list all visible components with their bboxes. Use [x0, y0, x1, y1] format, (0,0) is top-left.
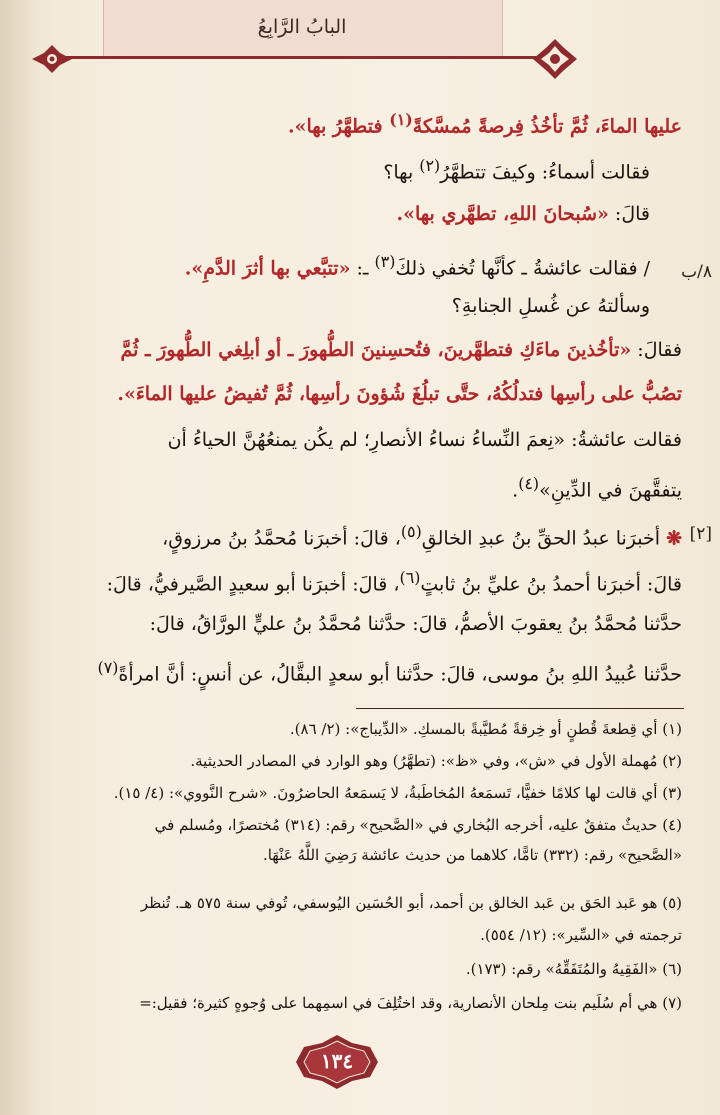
- narration-text: ، قالَ: أخبرَنا مُحمَّدُ بنُ مرزوقٍ،: [162, 527, 401, 550]
- narration-text: أخبرَنا عبدُ الحقِّ بنُ عبدِ الخالقِ: [421, 527, 667, 550]
- ornament-right-icon: [532, 38, 578, 80]
- chapter-title: البابُ الرَّابِعُ: [257, 16, 347, 38]
- footnote-5-cont: ترجمته في «السِّير»: (١٢/ ٥٥٤).: [480, 926, 682, 944]
- footnote-ref: (٦): [399, 568, 421, 587]
- quote-text: «تأخُذينَ ماءَكِ فتطهَّرينَ، فتُحسِنينَ الطُّهورَ ـ أو أبلِغي الطُّهورَ ـ ثُمَّ: [120, 339, 632, 361]
- footnote-6: (٦) «الفَقِيهُ والمُتَفَقِّهُ» رقم: (١٧٣).: [465, 960, 682, 978]
- text-line-11: [36, 558, 682, 598]
- quote-text: عليها الماءَ، ثُمَّ تأخُذُ فِرصةً مُمسَّكةً: [412, 115, 682, 138]
- narration-text: فقالت عائشةُ: «نِعمَ النِّساءُ نساءُ الأنصارِ؛ لم يكُن يمنعُهُنَّ الحياءُ أن: [167, 429, 682, 451]
- footnote-3: (٣) أي قالت لها كلامًا خفيًّا، تَسمَعهُ المُخاطَبةُ، لا يَسمَعهُ الحاضرُونَ. «شرح النَّووي»: (٤/ ١٥).: [113, 784, 682, 802]
- item-number: [٢]: [689, 524, 712, 544]
- narration-text: حدَّثنا عُبيدُ اللهِ بنُ موسى، قالَ: حدَّثنا أبو سعدٍ البقَّالُ، عن أنسٍ: أنَّ امرأةً: [118, 663, 682, 686]
- text-line-2: [4, 146, 650, 186]
- footnote-ref: (٥): [400, 522, 422, 541]
- quote-text: فتطهَّرُ بها».: [287, 115, 390, 138]
- footnote-1: (١) أي قِطعةَ قُطنٍ أو خِرقةً مُطيَّبةً بالمسكِ. «الدِّيباج»: (٢/ ٨٦).: [289, 720, 682, 738]
- text-line-7: [36, 374, 682, 414]
- narration-text: حدَّثنا مُحمَّدُ بنُ يعقوبَ الأصمُّ، قالَ: حدَّثنا مُحمَّدُ بنُ عليٍّ الورَّاقُ، قالَ:: [149, 613, 682, 635]
- footnote-divider: [356, 708, 684, 709]
- narration-text: يتفقَّهنَ في الدِّينِ»: [539, 479, 682, 502]
- header-divider: [60, 56, 550, 59]
- narration-text: قالَ: أخبرَنا أحمدُ بنُ عليِّ بنُ ثابتٍ: [420, 573, 682, 596]
- text-line-12: [36, 604, 682, 644]
- narration-text: / فقالت عائشةُ ـ كأنَّها تُخفي ذلكَ: [395, 257, 650, 280]
- text-line-4: [4, 242, 650, 282]
- footnote-ref: (١): [389, 110, 413, 129]
- narration-text: فقالَ:: [631, 339, 682, 361]
- footnote-ref: (٤): [518, 474, 540, 493]
- narration-text: .: [512, 479, 519, 502]
- text-line-1: [36, 100, 682, 140]
- footnote-ref: (٣): [374, 252, 396, 271]
- footnote-4-cont: «الصَّحيح» رقم: (٣٣٢) تامًّا، كلاهما من حديث عائشة رَضِيَ اللَّهُ عَنْهَا.: [262, 846, 682, 864]
- folio-marker: ٨/ب: [681, 262, 712, 282]
- footnote-4: (٤) حديثٌ متفقٌ عليه، أخرجه البُخاري في «الصَّحيح» رقم: (٣١٤) مُختصرًا، ومُسلم في: [154, 816, 682, 834]
- star-icon: ❋: [666, 527, 682, 550]
- footnote-ref: (٧): [97, 658, 119, 677]
- text-line-5: [4, 286, 650, 326]
- text-line-10: [36, 512, 682, 552]
- narration-text: ، قالَ: أخبرَنا أبو سعيدٍ الصَّيرفيُّ، قالَ:: [106, 573, 400, 596]
- quote-text: «تتبَّعي بها أثرَ الدَّمِ».: [184, 257, 351, 280]
- quote-text: تصُبُّ على رأسِها فتدلُكُهُ، حتَّى تبلُغَ شُؤونَ رأسِها، ثُمَّ تُفيضُ عليها الماءَ».: [117, 383, 682, 405]
- text-line-9: [36, 464, 682, 504]
- ornament-left-icon: [30, 43, 74, 75]
- footnote-2: (٢) مُهملة الأول في «ش»، وفي «ظ»: (تطهَّرُ) وهو الوارد في المصادر الحديثية.: [190, 752, 682, 770]
- footnote-7: (٧) هي أم سُلَيم بنت مِلحان الأنصارية، وقد اختُلِفَ في اسمِهما على وُجوهٍ كثيرة؛ فقيل:=: [139, 994, 682, 1012]
- text-line-8: [36, 420, 682, 460]
- footnote-5: (٥) هو عَبد الحَق بن عَبد الخالق بن أحمد، أبو الحُسَين اليُوسفي، تُوفي سنة ٥٧٥ هـ. تُنظر: [140, 894, 682, 912]
- narration-text: فقالت أسماءُ: وكيفَ تتطهَّرُ: [440, 161, 650, 184]
- text-line-3: [4, 194, 650, 234]
- narration-text: قالَ:: [608, 203, 650, 225]
- page-number: ١٣٤: [320, 1049, 354, 1073]
- footnote-ref: (٢): [419, 156, 441, 175]
- narration-text: وسألتهُ عن غُسلِ الجنابةِ؟: [451, 295, 650, 317]
- narration-text: ـ:: [350, 257, 375, 280]
- text-line-13: [36, 648, 682, 688]
- text-line-6: [36, 330, 682, 370]
- quote-text: «سُبحانَ اللهِ، تطهَّري بها».: [396, 203, 609, 225]
- narration-text: بها؟: [383, 161, 420, 184]
